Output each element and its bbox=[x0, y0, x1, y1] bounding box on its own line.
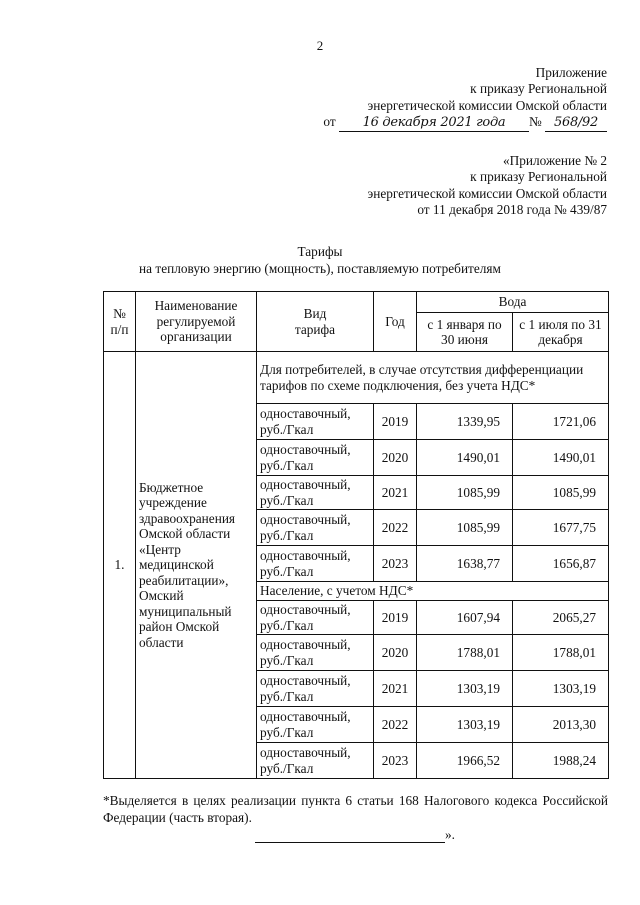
period1-value: 1788,01 bbox=[417, 635, 513, 671]
closing-line bbox=[255, 827, 455, 843]
year-cell: 2020 bbox=[374, 635, 417, 671]
appendix-ref-line4: от 11 декабря 2018 года № 439/87 bbox=[417, 201, 607, 217]
appendix-header-line1: Приложение bbox=[535, 65, 607, 80]
period2-value: 1303,19 bbox=[513, 671, 609, 707]
title-line1: Тарифы bbox=[297, 244, 343, 259]
period1-value: 1966,52 bbox=[417, 743, 513, 779]
page-number: 2 bbox=[316, 38, 324, 53]
appendix-header-line2: к приказу Региональной bbox=[470, 81, 607, 97]
closing-mark: ». bbox=[445, 827, 455, 842]
appendix-reference bbox=[368, 153, 608, 218]
tariff-type-cell: одноставочный, руб./Гкал bbox=[257, 546, 374, 582]
tariff-type-cell: одноставочный, руб./Гкал bbox=[257, 476, 374, 510]
date-prefix: от bbox=[323, 113, 336, 129]
tariff-table bbox=[103, 291, 609, 779]
header-water: Вода bbox=[417, 292, 609, 313]
period2-value: 1988,24 bbox=[513, 743, 609, 779]
handwritten-number: 568/92 bbox=[554, 114, 598, 130]
period2-value: 1490,01 bbox=[513, 440, 609, 476]
header-number: № п/п bbox=[104, 292, 136, 352]
tariff-type-cell: одноставочный, руб./Гкал bbox=[257, 671, 374, 707]
period2-value: 1788,01 bbox=[513, 635, 609, 671]
tariff-type-cell: одноставочный, руб./Гкал bbox=[257, 510, 374, 546]
appendix-header-line3: энергетической комиссии Омской области bbox=[367, 97, 607, 113]
appendix-ref-line2: к приказу Региональной bbox=[470, 169, 607, 185]
handwritten-number-field bbox=[545, 114, 607, 132]
handwritten-date: 16 декабря 2021 года bbox=[362, 114, 506, 130]
period1-value: 1085,99 bbox=[417, 476, 513, 510]
period2-value: 1677,75 bbox=[513, 510, 609, 546]
number-label: № bbox=[528, 113, 542, 129]
period2-value: 2013,30 bbox=[513, 707, 609, 743]
year-cell: 2023 bbox=[374, 546, 417, 582]
period2-value: 1085,99 bbox=[513, 476, 609, 510]
period1-value: 1085,99 bbox=[417, 510, 513, 546]
appendix-ref-line3: энергетической комиссии Омской области bbox=[367, 185, 607, 201]
appendix-header-date-line bbox=[323, 114, 607, 132]
period1-value: 1607,94 bbox=[417, 601, 513, 635]
period2-value: 2065,27 bbox=[513, 601, 609, 635]
header-organization: Наименование регулируемой организации bbox=[136, 292, 257, 352]
organization-cell: Бюджетное учреждение здравоохранения Омской области «Центр медицинской реабилитации», Омский муниципальный район Омской области bbox=[136, 352, 257, 779]
period1-value: 1339,95 bbox=[417, 404, 513, 440]
year-cell: 2022 bbox=[374, 510, 417, 546]
year-cell: 2019 bbox=[374, 404, 417, 440]
year-cell: 2021 bbox=[374, 476, 417, 510]
year-cell: 2023 bbox=[374, 743, 417, 779]
section-header-population: Население, с учетом НДС* bbox=[257, 582, 609, 601]
period2-value: 1656,87 bbox=[513, 546, 609, 582]
signature-blank-line bbox=[255, 828, 445, 843]
appendix-header bbox=[323, 65, 607, 132]
year-cell: 2020 bbox=[374, 440, 417, 476]
tariff-type-cell: одноставочный, руб./Гкал bbox=[257, 743, 374, 779]
tariff-type-cell: одноставочный, руб./Гкал bbox=[257, 601, 374, 635]
period1-value: 1490,01 bbox=[417, 440, 513, 476]
header-year: Год bbox=[374, 292, 417, 352]
handwritten-date-field bbox=[339, 114, 529, 132]
header-period-1: с 1 января по 30 июня bbox=[417, 313, 513, 352]
year-cell: 2021 bbox=[374, 671, 417, 707]
tariff-type-cell: одноставочный, руб./Гкал bbox=[257, 440, 374, 476]
period2-value: 1721,06 bbox=[513, 404, 609, 440]
tariff-type-cell: одноставочный, руб./Гкал bbox=[257, 404, 374, 440]
appendix-ref-line1: «Приложение № 2 bbox=[503, 153, 607, 168]
header-period-2: с 1 июля по 31 декабря bbox=[513, 313, 609, 352]
period1-value: 1303,19 bbox=[417, 671, 513, 707]
header-tariff-type: Вид тарифа bbox=[257, 292, 374, 352]
footnote: *Выделяется в целях реализации пункта 6 статьи 168 Налогового кодекса Российской Федерации (часть вторая). bbox=[103, 793, 608, 825]
section-header-consumers: Для потребителей, в случае отсутствия дифференциации тарифов по схеме подключения, без учета НДС* bbox=[257, 352, 609, 404]
period1-value: 1638,77 bbox=[417, 546, 513, 582]
tariff-type-cell: одноставочный, руб./Гкал bbox=[257, 707, 374, 743]
document-title bbox=[0, 243, 640, 277]
tariff-type-cell: одноставочный, руб./Гкал bbox=[257, 635, 374, 671]
year-cell: 2019 bbox=[374, 601, 417, 635]
period1-value: 1303,19 bbox=[417, 707, 513, 743]
title-line2: на тепловую энергию (мощность), поставляемую потребителям bbox=[139, 261, 501, 276]
row-number-cell: 1. bbox=[104, 352, 136, 779]
year-cell: 2022 bbox=[374, 707, 417, 743]
